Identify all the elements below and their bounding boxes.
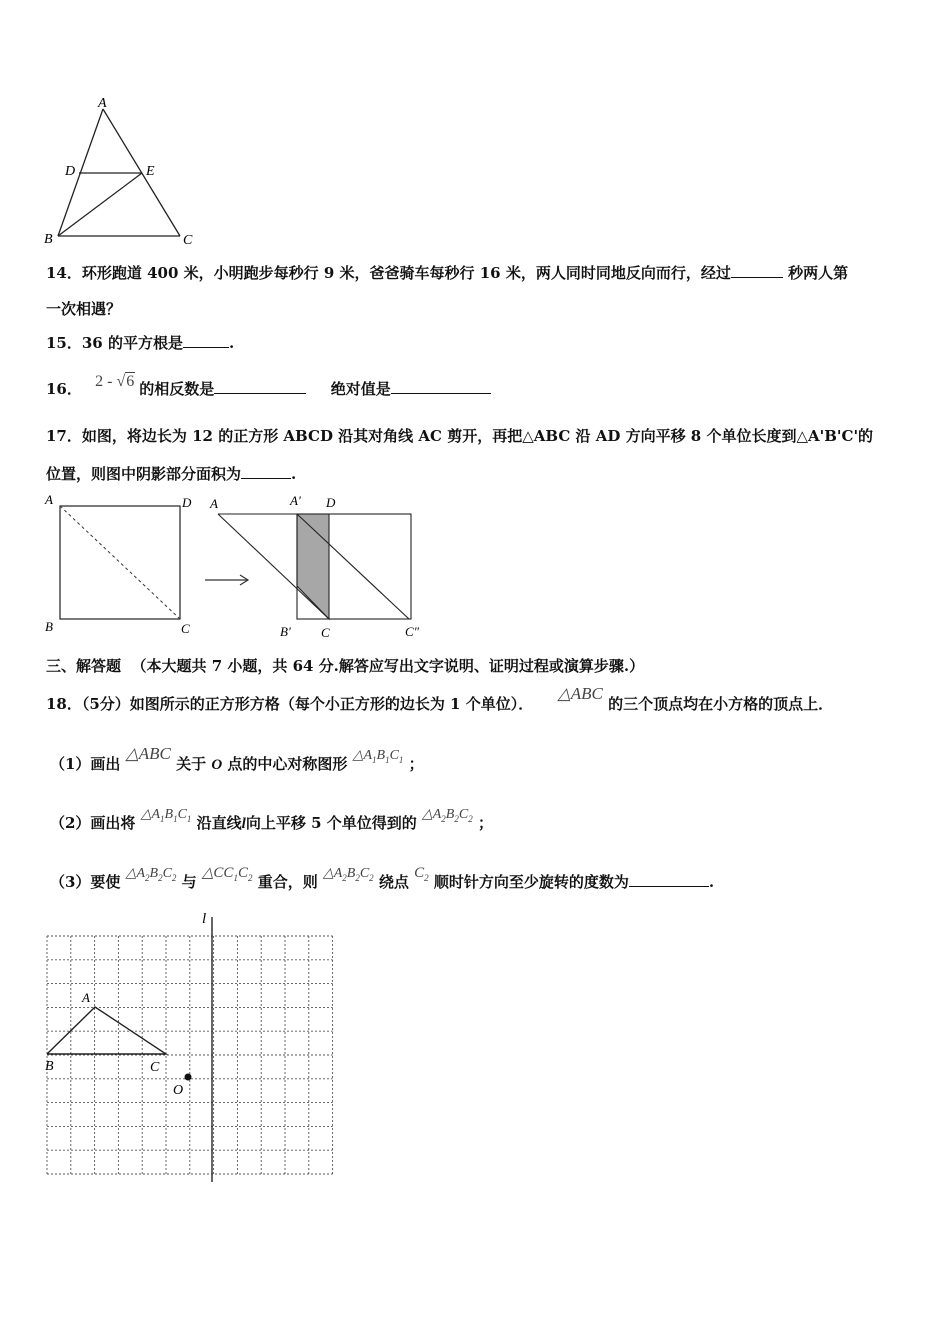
label-b: B — [44, 232, 53, 247]
q16-expression: 2 - √6 — [95, 373, 135, 390]
grid-lines — [47, 936, 333, 1174]
fig-right-b-prime: B′ — [280, 624, 291, 639]
section-title: 三、解答题 — [46, 657, 122, 675]
q18-part2: （2）画出将 $\triangle A_1B_1C_1$ 沿直线l向上平移 5 个单位得到的 $\triangle A_2B_2C_2$ ； — [50, 807, 493, 832]
tri-a2b2c2-math-p3b: $\triangle A_2B_2C_2$ — [322, 866, 374, 883]
grid-label-l: l — [202, 911, 207, 927]
fig-left-c: C — [181, 621, 190, 636]
q16: 16． 2 - √6 的相反数是 绝对值是 — [46, 378, 491, 399]
q16-blank-1 — [214, 378, 306, 394]
tri-abc-math: △ABC — [557, 684, 603, 703]
section-note: （本大题共 7 小题，共 64 分.解答应写出文字说明、证明过程或演算步骤.） — [131, 657, 645, 675]
fig-left-a: A — [45, 492, 53, 507]
arrow-right-icon — [205, 575, 248, 585]
tri-a1b1c1-math-p2: $\triangle A_1B_1C_1$ — [140, 807, 192, 824]
q17-line2: 位置，则图中阴影部分面积为 . — [46, 465, 297, 483]
triangle-ade-figure — [40, 95, 200, 250]
q17-blank — [241, 463, 291, 479]
fig-right-c-prime: C″ — [405, 624, 420, 639]
q17-line1: 17．如图，将边长为 12 的正方形 ABCD 沿其对角线 AC 剪开，再把△ABC 沿 AD 方向平移 8 个单位长度到△A'B'C'的 — [46, 427, 874, 445]
q15: 15．36 的平方根是 . — [46, 334, 235, 352]
fig-right-c: C — [321, 625, 330, 640]
fig-left-d: D — [182, 495, 192, 510]
fig-left-b: B — [45, 619, 53, 634]
label-d: D — [65, 164, 76, 179]
q14-line1: 14．环形跑道 400 米，小明跑步每秒行 9 米，爸爸骑车每秒行 16 米，两人同时同地反向而行，经过 秒两人第 — [46, 264, 849, 282]
label-a: A — [98, 96, 107, 111]
q18-blank — [629, 871, 709, 887]
grid-figure — [40, 905, 340, 1190]
q17-figures — [40, 488, 440, 644]
fig-right-a-prime: A′ — [290, 493, 301, 508]
tri-abc-math-p1: △ABC — [125, 744, 171, 763]
tri-a2b2c2-math-p3: $\triangle A_2B_2C_2$ — [125, 866, 177, 883]
q15-blank — [183, 332, 229, 348]
section-3-heading — [46, 655, 644, 676]
sqrt-symbol: √ — [116, 373, 126, 390]
q14-blank — [731, 262, 783, 278]
q18-intro: 18．（5分）如图所示的正方形方格（每个小正方形的边长为 1 个单位）． △ABC 的三个顶点均在小方格的顶点上． — [46, 684, 834, 713]
q18-part3: （3）要使 $\triangle A_2B_2C_2$ 与 $\triangle CC_1C_2$ 重合，则 $\triangle A_2B_2C_2$ 绕点 $C_2$ 顺时针方向至少旋转的度数为 . — [50, 865, 715, 891]
q18-part1: （1）画出 △ABC 关于 O 点的中心对称图形 $\triangle A_1B_1C_1$ ； — [50, 744, 424, 773]
label-e: E — [146, 164, 155, 179]
point-c2-math: $C_2$ — [414, 865, 429, 883]
fig-right-a: A — [210, 496, 218, 511]
q14-line2: 一次相遇？ — [46, 300, 122, 318]
grid-label-a: A — [82, 990, 90, 1005]
grid-label-b: B — [45, 1059, 54, 1074]
diagonal-ac — [60, 506, 180, 619]
grid-label-o: O — [173, 1083, 184, 1098]
q16-blank-2 — [391, 378, 491, 394]
grid-label-c: C — [150, 1060, 160, 1075]
point-o — [185, 1074, 192, 1081]
fig-right-d: D — [326, 495, 336, 510]
tri-cc1c2-math: $\triangle CC_1C_2$ — [201, 865, 253, 883]
triangle-abc — [47, 1007, 166, 1054]
tri-a1b1c1-math-p1: $\triangle A_1B_1C_1$ — [352, 748, 404, 765]
tri-a2b2c2-math-p2: $\triangle A_2B_2C_2$ — [421, 807, 473, 824]
label-c: C — [183, 233, 193, 248]
